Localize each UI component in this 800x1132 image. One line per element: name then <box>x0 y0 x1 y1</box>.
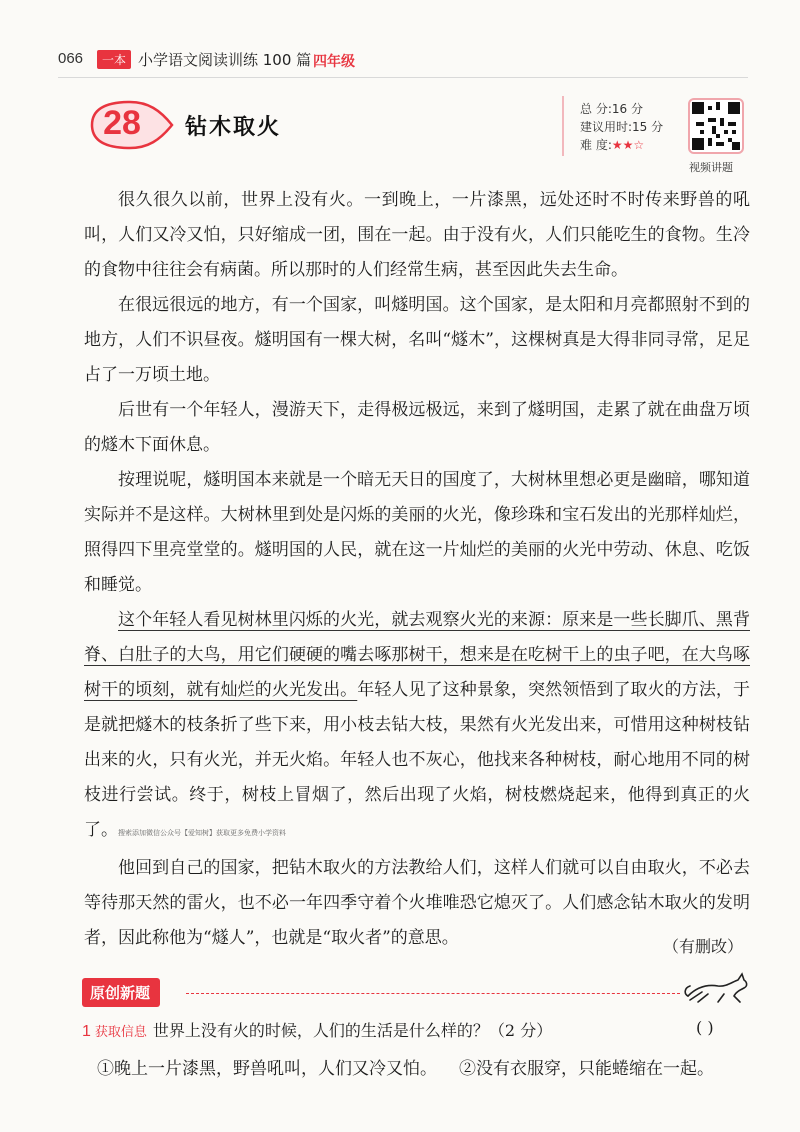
section-dotted-line <box>186 993 680 994</box>
section-header <box>82 978 160 1007</box>
paragraph-6: 他回到自己的国家，把钻木取火的方法教给人们，这样人们就可以自由取火，不必去等待那天然的雷火，也不必一年四季守着个火堆唯恐它熄灭了。人们感念钻木取火的发明者，因此称他为“燧人”，也就是“取火者”的意思。 <box>84 858 750 948</box>
cat-illustration-icon <box>684 970 750 1006</box>
paragraph-1: 很久很久以前，世界上没有火。一到晚上，一片漆黑，远处还时不时传来野兽的吼叫，人们又冷又怕，只好缩成一团，围在一起。由于没有火，人们只能吃生的食物。生冷的食物中往往会有病菌。所以那时的人们经常生病，甚至因此失去生命。 <box>84 190 750 280</box>
suggested-time-row <box>580 118 663 135</box>
question-1 <box>82 1018 752 1041</box>
original-questions-tag: 原创新题 <box>82 978 160 1007</box>
question-1-skill-tag: 获取信息 <box>94 1025 147 1040</box>
lesson-number: 28 <box>103 104 141 142</box>
difficulty-row <box>580 136 644 153</box>
header-divider <box>58 77 748 78</box>
watermark-text: 搜索添加微信公众号【爱知树】获取更多免费小学资料 <box>118 829 286 837</box>
score-info-box <box>562 96 686 156</box>
book-title: 小学语文阅读训练 100 篇 · <box>138 51 321 69</box>
difficulty-label: 难 度: <box>580 138 612 152</box>
total-score-row <box>580 100 643 117</box>
suggested-time-label: 建议用时: <box>580 120 633 134</box>
paragraph-5 <box>84 603 750 851</box>
question-1-options <box>97 1054 714 1079</box>
underlined-passage: 这个年轻人看见树林里闪烁的火光，就去观察火光的来源：原来是一些长脚爪、黑背脊、白肚子的大鸟，用它们硬硬的嘴去啄那树干，想来是在吃树干上的虫子吧，在大鸟啄树干的顷刻，就有灿烂的火光发出。 <box>84 610 750 700</box>
source-note: （有删改） <box>663 937 744 956</box>
suggested-time-value: 15 分 <box>632 120 664 134</box>
page-header <box>0 0 800 80</box>
article-body <box>84 183 750 956</box>
question-1-number: 1 <box>82 1023 91 1040</box>
qr-code-icon <box>692 102 740 150</box>
lesson-title: 钻木取火 <box>185 115 282 140</box>
qr-code[interactable] <box>688 98 744 154</box>
option-2[interactable]: ②没有衣服穿，只能蜷缩在一起。 <box>459 1059 714 1079</box>
paragraph-5-rest: 年轻人见了这种景象，突然领悟到了取火的方法，于是就把燧木的枝条折了些下来，用小枝去钻大枝，果然有火光发出来，可惜用这种树枝钻出来的火，只有火光，并无火焰。年轻人也不灰心，他找来各种树枝，耐心地用不同的树枝进行尝试。终于，树枝上冒烟了，然后出现了火焰，树枝燃烧起来，他得到真正的火了。 <box>84 680 751 840</box>
answer-bracket[interactable]: ( ) <box>696 1018 714 1037</box>
question-1-text: 世界上没有火的时候，人们的生活是什么样的？（2 分） <box>152 1021 553 1040</box>
paragraph-4: 按理说呢，燧明国本来就是一个暗无天日的国度了，大树林里想必更是幽暗，哪知道实际并不是这样。大树林里到处是闪烁的美丽的火光，像珍珠和宝石发出的光那样灿烂，照得四下里亮堂堂的。燧明国的人民，就在这一片灿烂的美丽的火光中劳动、休息、吃饭和睡觉。 <box>84 470 750 595</box>
option-1[interactable]: ①晚上一片漆黑，野兽吼叫，人们又冷又怕。 <box>97 1059 437 1079</box>
grade-label: 四年级 <box>313 54 355 70</box>
page-number: 066 <box>58 50 84 67</box>
paragraph-2: 在很远很远的地方，有一个国家，叫燧明国。这个国家，是太阳和月亮都照射不到的地方，人们不识昼夜。燧明国有一棵大树，名叫“燧木”，这棵树真是大得非同寻常，足足占了一万顷土地。 <box>84 295 750 385</box>
lesson-badge <box>82 100 174 150</box>
paragraph-3: 后世有一个年轻人，漫游天下，走得极远极远，来到了燧明国，走累了就在曲盘万顷的燧木下面休息。 <box>84 400 750 455</box>
video-explanation-label[interactable]: 视频讲题 <box>689 161 733 174</box>
total-score-label: 总 分: <box>580 102 612 116</box>
total-score-value: 16 分 <box>611 102 643 116</box>
brand-logo: 一本 <box>97 50 131 69</box>
difficulty-stars: ★★☆ <box>611 138 645 152</box>
